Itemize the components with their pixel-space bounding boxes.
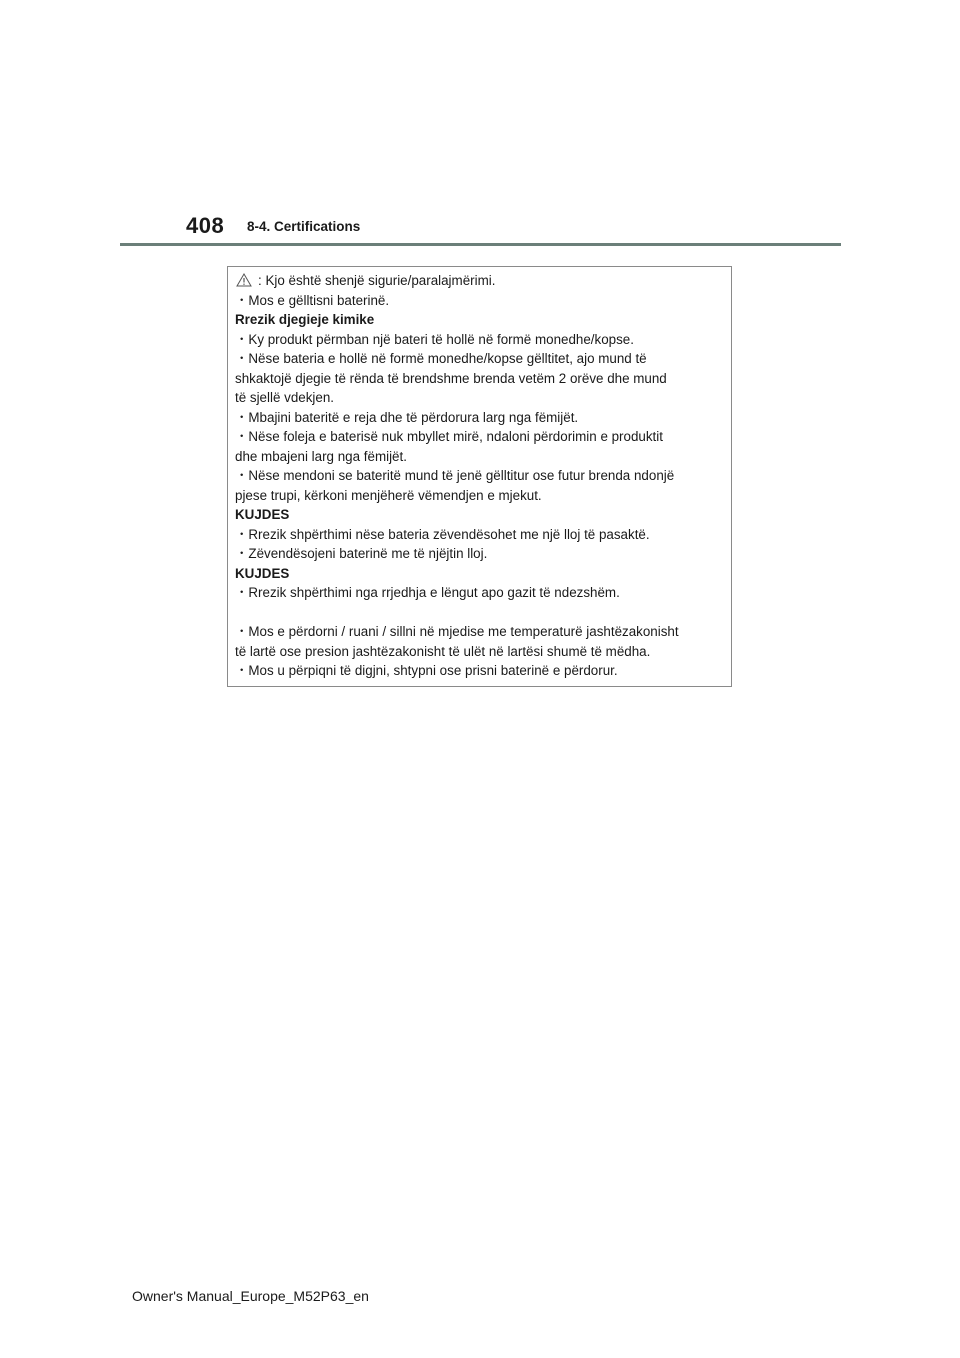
warning-line: ・Nëse bateria e hollë në formë monedhe/kopse gëlltitet, ajo mund të (235, 351, 647, 366)
warning-text (235, 271, 727, 681)
warning-line: ・Mos u përpiqni të digjni, shtypni ose prisni baterinë e përdorur. (235, 663, 618, 678)
warning-line: ・Mbajini bateritë e reja dhe të përdorura larg nga fëmijët. (235, 409, 579, 425)
warning-line-0 (235, 271, 727, 291)
warning-line: pjese trupi, kërkoni menjëherë vëmendjen e mjekut. (235, 487, 542, 503)
caution-heading: KUJDES (235, 507, 290, 522)
warning-heading: Rrezik djegieje kimike (235, 312, 375, 327)
warning-triangle-icon (236, 273, 252, 287)
warning-line: ・Nëse mendoni se bateritë mund të jenë gëlltitur ose futur brenda ndonjë (235, 468, 675, 483)
warning-line: të sjellë vdekjen. (235, 390, 334, 405)
caution-heading: KUJDES (235, 565, 290, 581)
warning-line: të lartë ose presion jashtëzakonisht të ulët në lartësi shumë të mëdha. (235, 643, 651, 659)
warning-line: ・Rrezik shpërthimi nëse bateria zëvendësohet me një lloj të pasaktë. (235, 526, 650, 542)
warning-line: ・Mos e përdorni / ruani / sillni në mjedise me temperaturë jashtëzakonisht (235, 624, 679, 639)
warning-line: ・Nëse foleja e baterisë nuk mbyllet mirë, ndaloni përdorimin e produktit (235, 429, 663, 444)
warning-line: ・Zëvendësojeni baterinë me të njëjtin lloj. (235, 546, 488, 561)
warning-line: dhe mbajeni larg nga fëmijët. (235, 448, 407, 464)
warning-line: ・Ky produkt përmban një bateri të hollë në formë monedhe/kopse. (235, 331, 634, 347)
page-number: 408 (186, 213, 225, 238)
warning-line-text: : Kjo është shenjë sigurie/paralajmërimi. (258, 273, 496, 288)
warning-line: ・Rrezik shpërthimi nga rrjedhja e lëngut apo gazit të ndezshëm. (235, 585, 620, 600)
footer-text: Owner's Manual_Europe_M52P63_en (132, 1288, 369, 1304)
warning-line: ・Mos e gëlltisni baterinë. (235, 292, 390, 308)
blank-line (235, 603, 727, 623)
header-divider (120, 243, 841, 246)
warning-line: shkaktojë djegie të rënda të brendshme brenda vetëm 2 orëve dhe mund (235, 370, 667, 386)
section-title: 8-4. Certifications (247, 219, 361, 234)
